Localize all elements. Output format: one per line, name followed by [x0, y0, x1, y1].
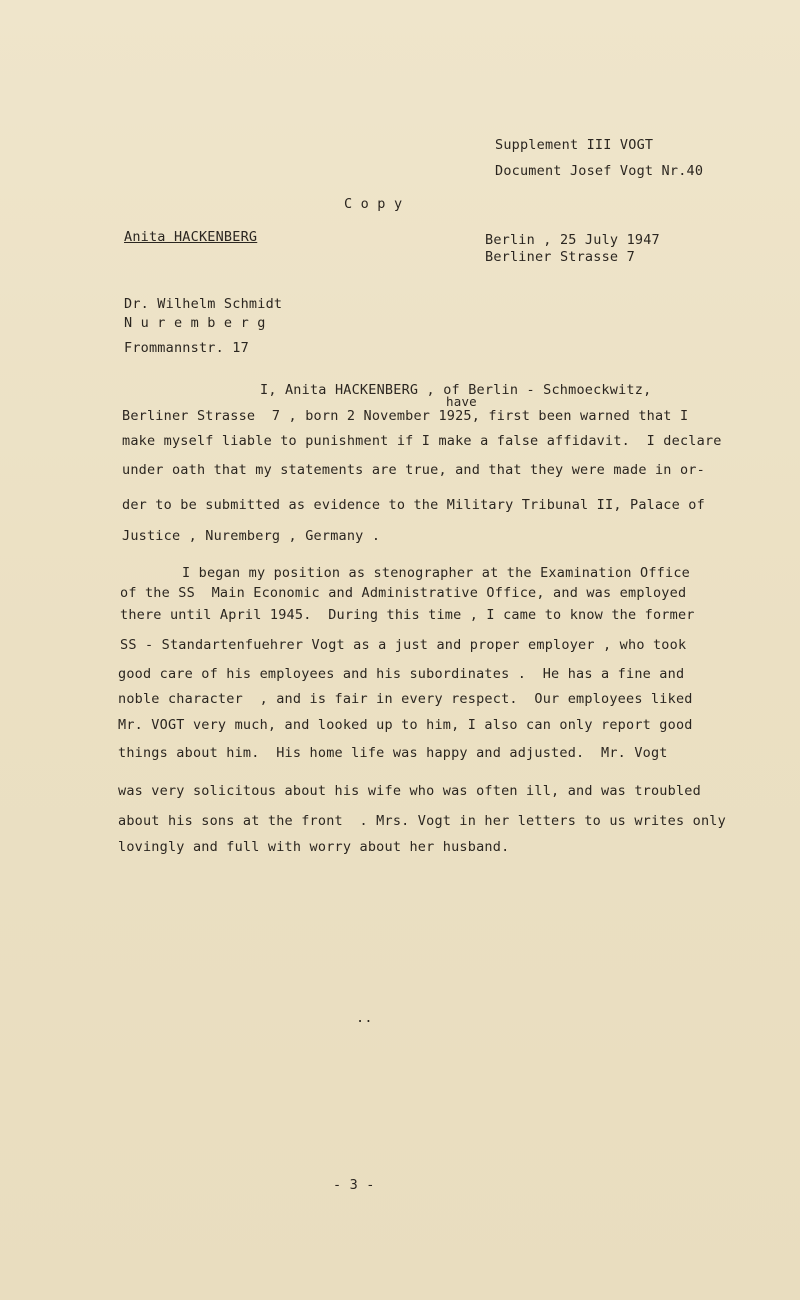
document-reference: Document Josef Vogt Nr.40 — [495, 163, 704, 179]
footer-mark: .. — [356, 1010, 373, 1026]
affidavit-line-1: I, Anita HACKENBERG , of Berlin - Schmoeckwitz, — [260, 382, 652, 398]
copy-label: C o p y — [344, 196, 403, 212]
testimony-line-5: good care of his employees and his subordinates . He has a fine and — [118, 666, 685, 682]
sender-name: Anita HACKENBERG — [124, 229, 258, 245]
place-date: Berlin , 25 July 1947 — [485, 232, 660, 248]
inserted-word: have — [446, 394, 477, 409]
testimony-line-3: there until April 1945. During this time , I came to know the former — [120, 607, 695, 623]
page-number: - 3 - — [333, 1177, 375, 1193]
affidavit-line-6: Justice , Nuremberg , Germany . — [122, 528, 381, 544]
affidavit-line-5: der to be submitted as evidence to the Military Tribunal II, Palace of — [122, 497, 705, 513]
testimony-line-7: Mr. VOGT very much, and looked up to him, I also can only report good — [118, 717, 693, 733]
recipient-city: N u r e m b e r g — [124, 315, 266, 331]
sender-address: Berliner Strasse 7 — [485, 249, 635, 265]
recipient-street: Frommannstr. 17 — [124, 340, 249, 356]
testimony-line-10: about his sons at the front . Mrs. Vogt in her letters to us writes only — [118, 813, 726, 829]
affidavit-line-3: make myself liable to punishment if I make a false affidavit. I declare — [122, 433, 722, 449]
affidavit-line-4: under oath that my statements are true, and that they were made in or- — [122, 462, 705, 478]
testimony-line-9: was very solicitous about his wife who was often ill, and was troubled — [118, 783, 701, 799]
affidavit-line-2: Berliner Strasse 7 , born 2 November 1925, first been warned that I — [122, 408, 689, 424]
testimony-line-4: SS - Standartenfuehrer Vogt as a just and proper employer , who took — [120, 637, 687, 653]
testimony-line-1: I began my position as stenographer at the Examination Office — [182, 565, 690, 581]
testimony-line-11: lovingly and full with worry about her husband. — [118, 839, 510, 855]
supplement-label: Supplement III VOGT — [495, 137, 654, 153]
testimony-line-2: of the SS Main Economic and Administrative Office, and was employed — [120, 585, 687, 601]
recipient-name: Dr. Wilhelm Schmidt — [124, 296, 283, 312]
testimony-line-8: things about him. His home life was happy and adjusted. Mr. Vogt — [118, 745, 668, 761]
testimony-line-6: noble character , and is fair in every respect. Our employees liked — [118, 691, 693, 707]
